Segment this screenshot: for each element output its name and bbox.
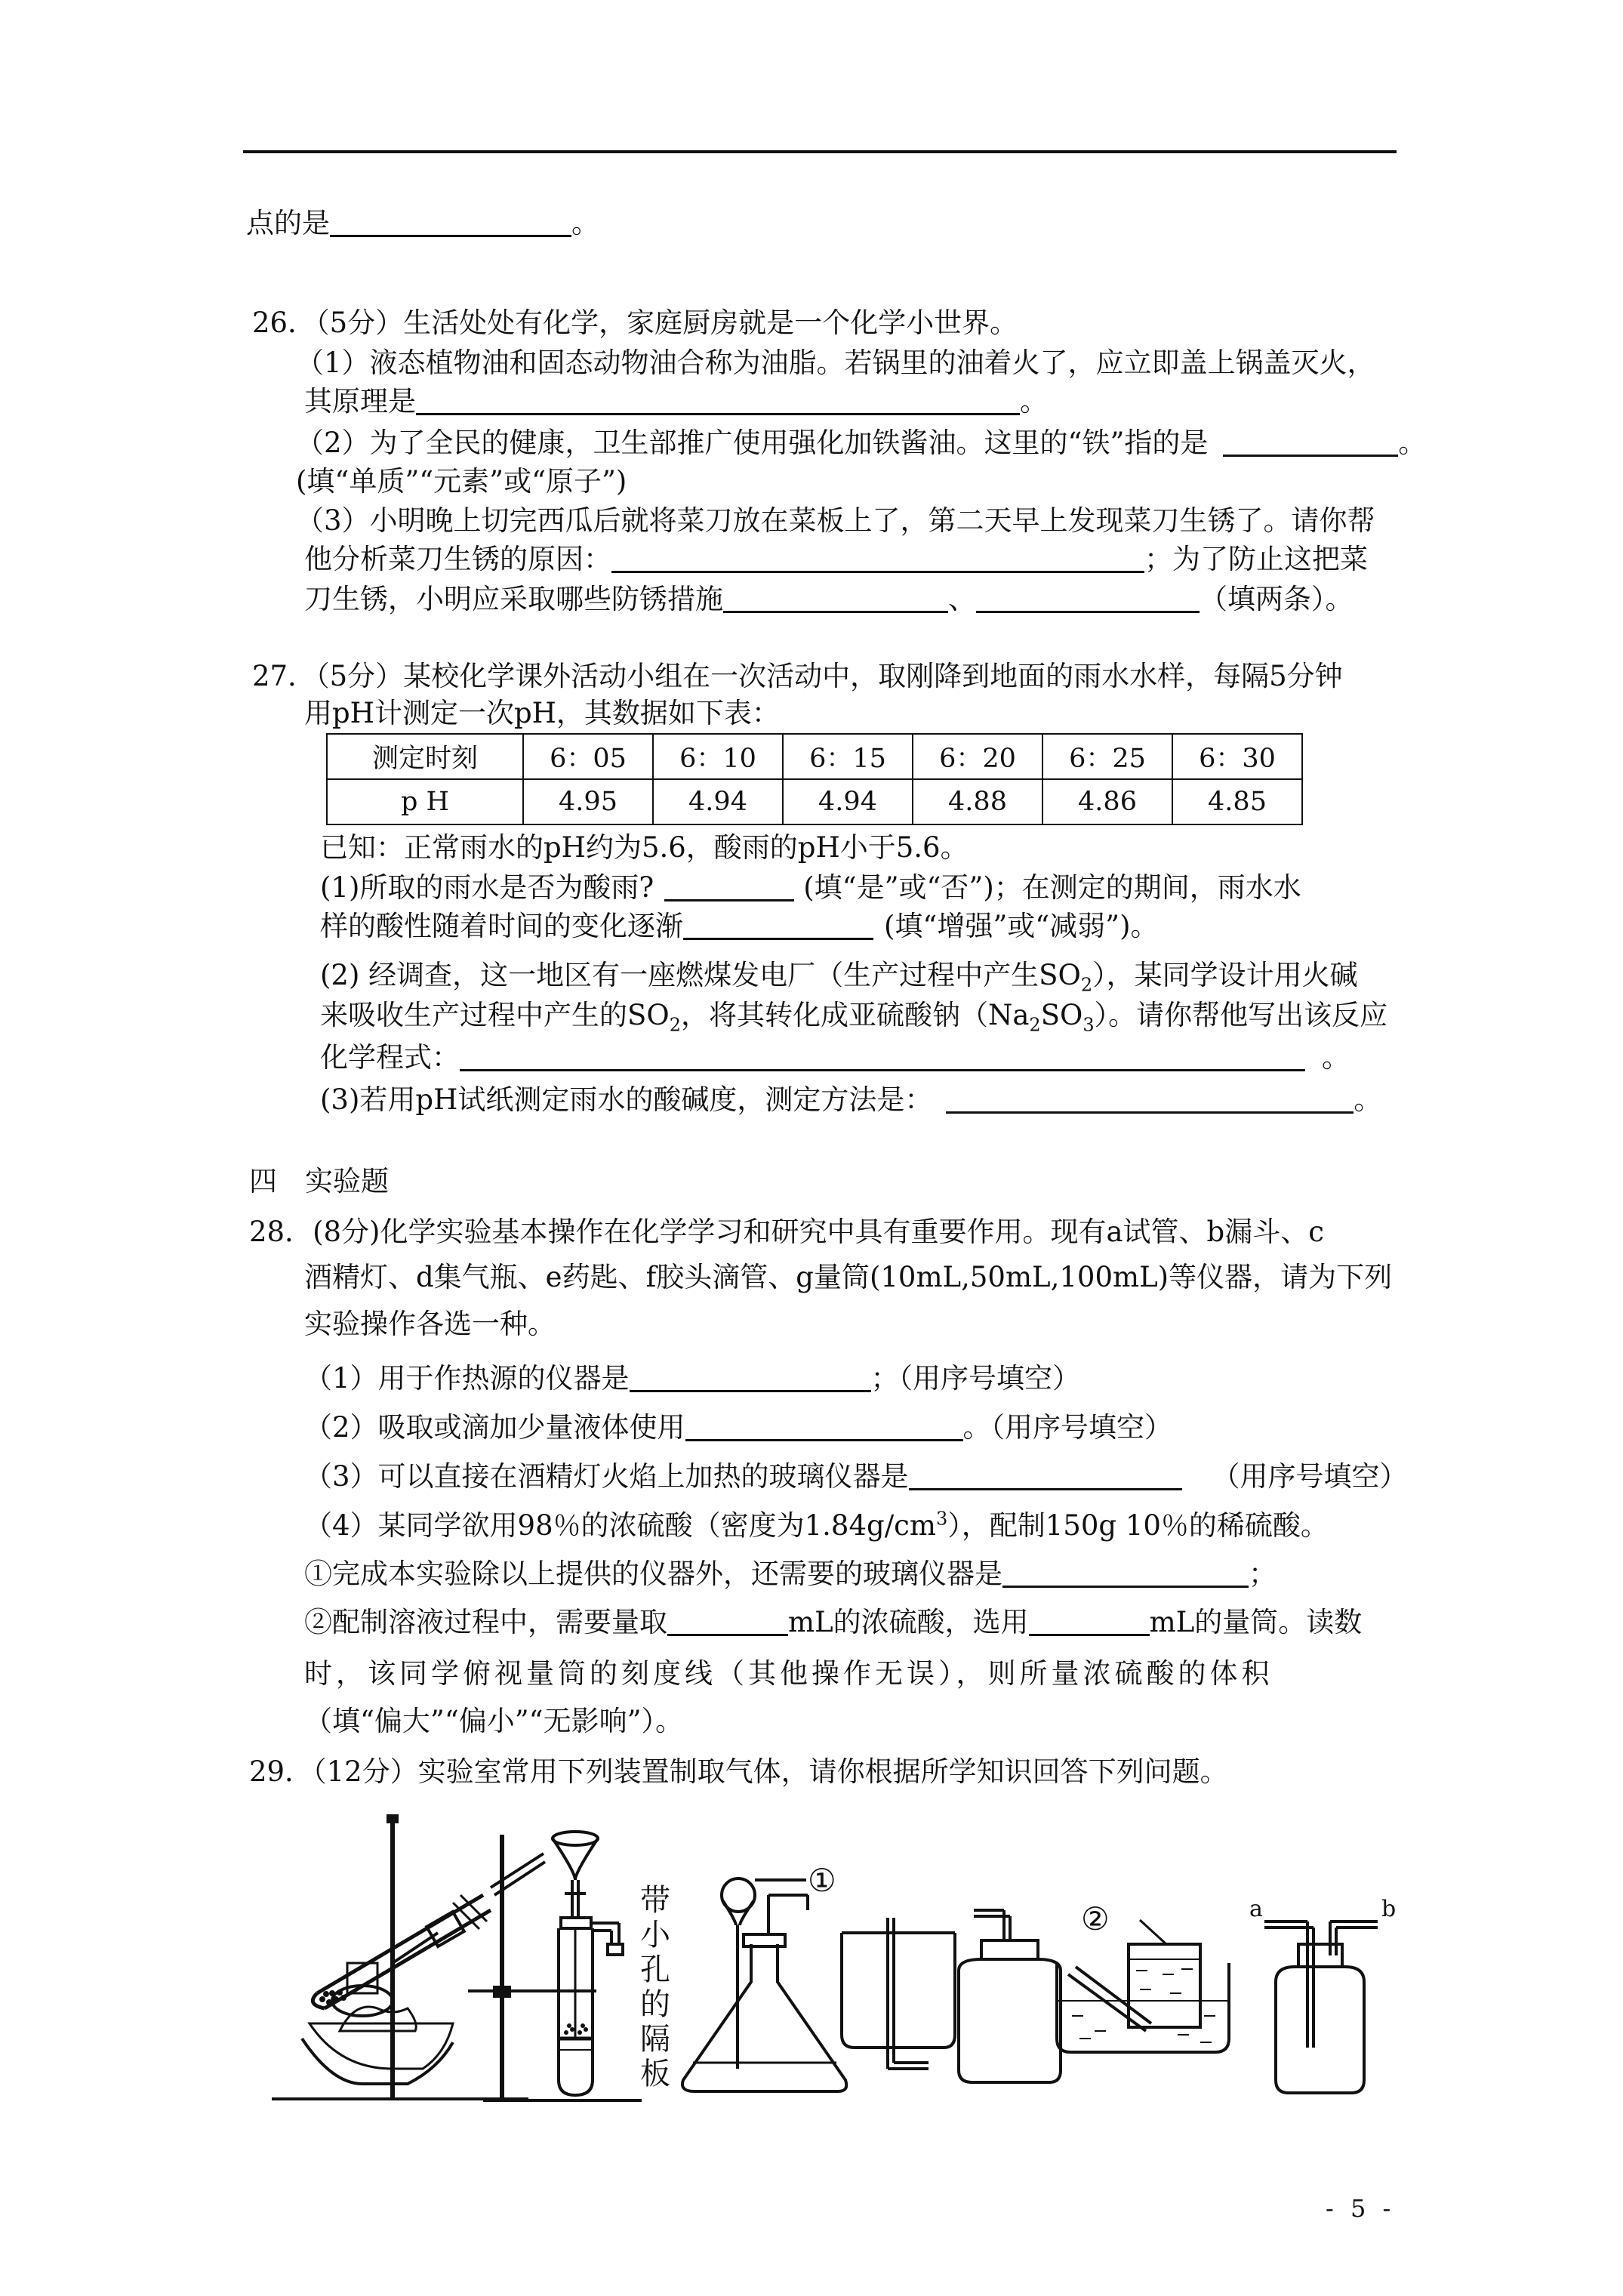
question-26-title: 26．（5分）生活处处有化学，家庭厨房就是一个化学小世界。 [252, 307, 1018, 339]
text: ①完成本实验除以上提供的仪器外，还需要的玻璃仪器是 [304, 1558, 1002, 1590]
text: 点的是 [246, 207, 330, 239]
text: mL的量筒。读数 [1149, 1606, 1363, 1638]
q26-part1-line1: （1）液态植物油和固态动物油合称为油脂。若锅里的油着火了，应立即盖上锅盖灭火， [296, 347, 1375, 379]
label-char: 隔 [640, 2022, 670, 2057]
q27-line2: 用pH计测定一次pH，其数据如下表： [304, 697, 780, 729]
table-cell: 4.86 [1042, 779, 1172, 824]
q28-sub4-2-line3: （填“偏大”“偏小”“无影响”）。 [304, 1705, 683, 1737]
superscript: 3 [935, 1508, 948, 1530]
label-a: a [1249, 1896, 1263, 1922]
text: (1)所取的雨水是否为酸雨? [320, 871, 654, 904]
text: 刀生锈，小明应采取哪些防锈措施 [304, 583, 723, 615]
text: SO [1040, 999, 1083, 1031]
question-27-title: 27．（5分）某校化学课外活动小组在一次活动中，取刚降到地面的雨水水样，每隔5分钟 [252, 660, 1343, 692]
table-cell: p H [327, 779, 523, 824]
text: （4）某同学欲用98％的浓硫酸（密度为1.84g/cm [304, 1509, 936, 1542]
table-cell: 4.85 [1172, 779, 1302, 824]
label-char: 板 [640, 2057, 670, 2091]
table-cell: 4.95 [523, 779, 653, 824]
text: 来吸收生产过程中产生的SO [320, 999, 670, 1031]
table-cell: 测定时刻 [327, 734, 523, 779]
text: ；为了防止这把菜 [1144, 543, 1368, 575]
text: 、 [948, 583, 976, 615]
subscript: 3 [1083, 1014, 1095, 1036]
text: ），某同学设计用火碱 [1092, 959, 1358, 991]
text: (3)若用pH试纸测定雨水的酸碱度，测定方法是： [320, 1083, 933, 1116]
subscript: 2 [1029, 1014, 1041, 1036]
label-char: 孔 [640, 1952, 670, 1987]
table-cell: 4.94 [783, 779, 913, 824]
text: 其原理是 [304, 385, 416, 418]
q28-line2: 酒精灯、d集气瓶、e药匙、f胶头滴管、g量筒(10mL,50mL,100mL)等仪器，请为下列 [304, 1261, 1393, 1293]
text: (填“是”或“否”)；在测定的期间，雨水水 [803, 871, 1301, 904]
table-cell: 6：25 [1042, 734, 1172, 779]
text: 。（用序号填空） [962, 1411, 1173, 1444]
text: 样的酸性随着时间的变化逐渐 [320, 910, 683, 942]
text: ），配制150g 10％的稀硫酸。 [947, 1509, 1329, 1542]
q28-sub4-2-line2: 时，该同学俯视量筒的刻度线（其他操作无误），则所量浓硫酸的体积 [304, 1657, 1273, 1690]
text: (填“增强”或“减弱”)。 [884, 910, 1159, 942]
label-char: 带 [640, 1883, 670, 1918]
table-cell: 6：10 [653, 734, 783, 779]
subscript: 2 [1080, 974, 1093, 996]
text: （2）为了全民的健康，卫生部推广使用强化加铁酱油。这里的“铁”指的是 [296, 427, 1209, 459]
text: 。 [1020, 385, 1048, 418]
label-char: 的 [640, 1987, 670, 2022]
apparatus-d-gas-bottle [842, 1918, 955, 2069]
text: （1）用于作热源的仪器是 [304, 1362, 630, 1395]
text: 。 [1354, 1083, 1382, 1116]
table-cell: 6：30 [1172, 734, 1302, 779]
text: (2) 经调查，这一地区有一座燃煤发电厂（生产过程中产生SO [320, 959, 1081, 991]
table-cell: 4.94 [653, 779, 783, 824]
text: ； [1249, 1558, 1277, 1590]
q26-part2-line2: (填“单质”“元素”或“原子”) [296, 465, 627, 498]
label-circle-2: ② [1081, 1900, 1110, 1937]
section-heading: 四 实验题 [249, 1165, 389, 1197]
text: （填两条）。 [1200, 583, 1354, 615]
text: 。 [1322, 1041, 1350, 1074]
label-char: 小 [640, 1918, 670, 1952]
label-b: b [1381, 1896, 1397, 1922]
partition-label [640, 1883, 671, 2091]
text: （用序号填空） [1212, 1460, 1408, 1493]
apparatus-g-wash-bottle [1264, 1922, 1378, 2093]
subscript: 2 [669, 1014, 681, 1036]
q27-known: 已知：正常雨水的pH约为5.6，酸雨的pH小于5.6。 [320, 831, 969, 864]
table-cell: 6：15 [783, 734, 913, 779]
text: 。 [1398, 427, 1427, 459]
text: 。 [571, 207, 599, 239]
text: （3）可以直接在酒精灯火焰上加热的玻璃仪器是 [304, 1460, 909, 1493]
apparatus-e-gas-bottle [959, 1910, 1061, 2082]
label-circle-1: ① [808, 1862, 836, 1899]
text: ；（用序号填空） [870, 1362, 1081, 1395]
text: ②配制溶液过程中，需要量取 [304, 1606, 667, 1638]
apparatus-c-conical-flask [682, 1878, 846, 2091]
text: （2）吸取或滴加少量液体使用 [304, 1411, 685, 1444]
text: mL的浓硫酸，选用 [788, 1606, 1029, 1638]
page-number: - 5 - [1326, 2194, 1396, 2223]
question-29-title: 29．（12分）实验室常用下列装置制取气体，请你根据所学知识回答下列问题。 [249, 1755, 1228, 1788]
text: ）。请你帮他写出该反应 [1094, 999, 1388, 1031]
table-cell: 4.88 [913, 779, 1042, 824]
apparatus-f-water-trough [1057, 1920, 1229, 2052]
table-cell: 6：05 [523, 734, 653, 779]
q26-part3-line1: （3）小明晚上切完西瓜后就将菜刀放在菜板上了，第二天早上发现菜刀生锈了。请你帮 [296, 504, 1375, 537]
apparatus-b-perforated-partition [468, 1832, 642, 2100]
text: 他分析菜刀生锈的原因： [304, 543, 611, 575]
text: 化学程式： [320, 1041, 460, 1074]
q28-line3: 实验操作各选一种。 [304, 1308, 556, 1340]
question-28-title: 28．(8分)化学实验基本操作在化学学习和研究中具有重要作用。现有a试管、b漏斗、c [249, 1216, 1324, 1248]
text: ，将其转化成亚硫酸钠（Na [680, 999, 1030, 1031]
table-cell: 6：20 [913, 734, 1042, 779]
